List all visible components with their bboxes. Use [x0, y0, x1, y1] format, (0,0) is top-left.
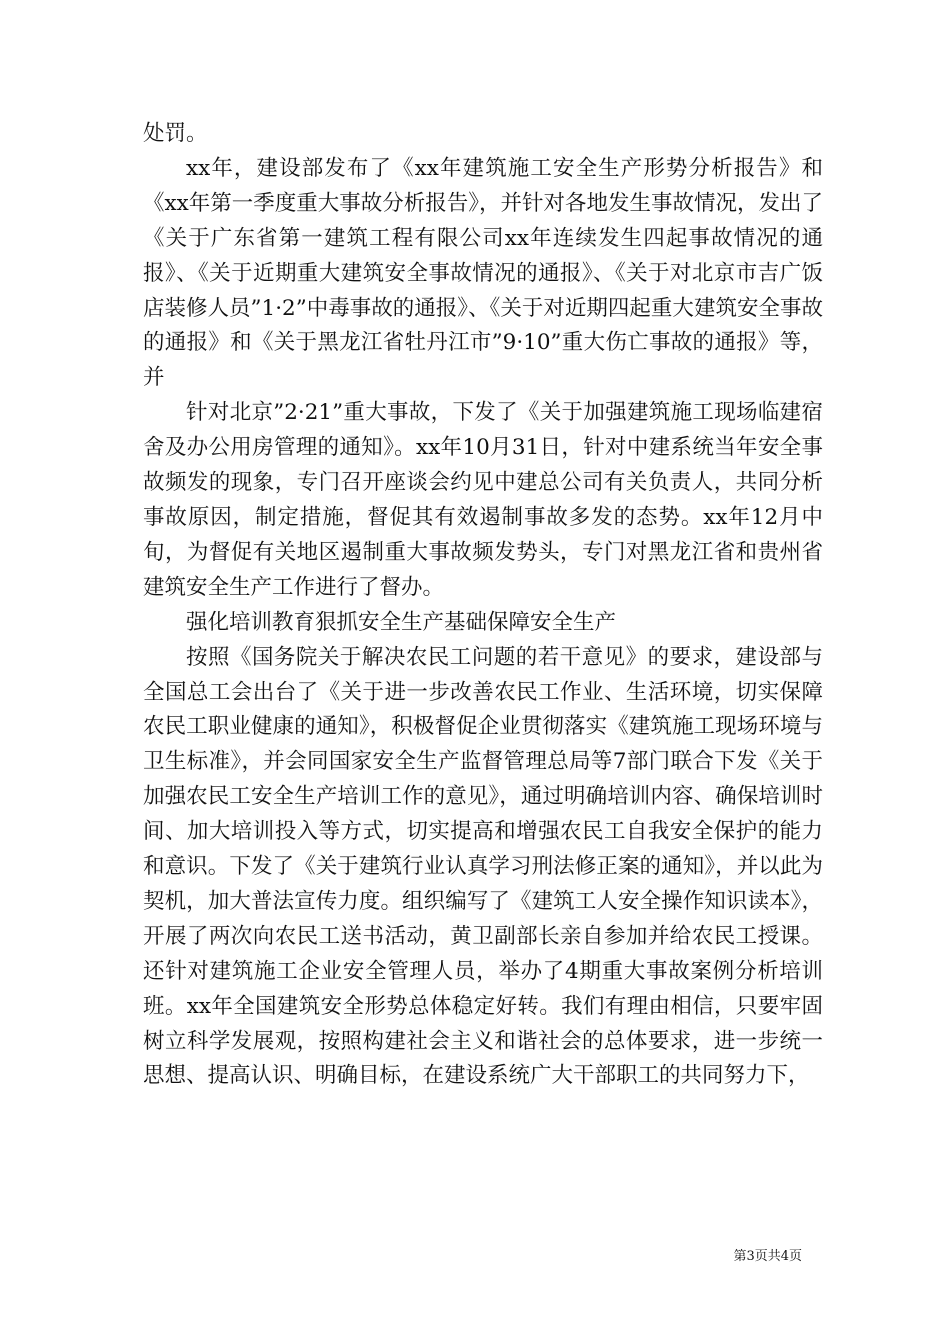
paragraph-continuation: 处罚。 — [143, 121, 208, 146]
paragraph-beijing-accident: 针对北京”2·21”重大事故，下发了《关于加强建筑施工现场临建宿舍及办公用房管理的通知》。xx年10月31日，针对中建系统当年安全事故频发的现象，专门召开座谈会约见中建总公司有关负责人，共同分析事故原因，制定措施，督促其有效遏制事故多发的态势。xx年12月中旬，为督促有关地区遏制重大事故频发势头，专门对黑龙江省和贵州省建筑安全生产工作进行了督办。 — [143, 400, 823, 600]
section-heading-training: 强化培训教育狠抓安全生产基础保障安全生产 — [186, 609, 617, 635]
page-number-footer: 第3页共4页 — [733, 1249, 802, 1264]
paragraph-migrant-workers: 按照《国务院关于解决农民工问题的若干意见》的要求，建设部与全国总工会出台了《关于进一步改善农民工作业、生活环境，切实保障农民工职业健康的通知》，积极督促企业贯彻落实《建筑施工现场环境与卫生标准》，并会同国家安全生产监督管理总局等7部门联合下发《关于加强农民工安全生产培训工作的意见》，通过明确培训内容、确保培训时间、加大培训投入等方式，切实提高和增强农民工自我安全保护的能力和意识。下发了《关于建筑行业认真学习刑法修正案的通知》，并以此为契机，加大普法宣传力度。组织编写了《建筑工人安全操作知识读本》，开展了两次向农民工送书活动，黄卫副部长亲自参加并给农民工授课。还针对建筑施工企业安全管理人员，举办了4期重大事故案例分析培训班。xx年全国建筑安全形势总体稳定好转。我们有理由相信，只要牢固树立科学发展观，按照构建社会主义和谐社会的总体要求，进一步统一思想、提高认识、明确目标，在建设系统广大干部职工的共同努力下， — [143, 644, 823, 1089]
document-body — [143, 117, 823, 1094]
paragraph-report-release: xx年，建设部发布了《xx年建筑施工安全生产形势分析报告》和《xx年第一季度重大事故分析报告》，并针对各地发生事故情况，发出了《关于广东省第一建筑工程有限公司xx年连续发生四起事故情况的通报》、《关于近期重大建筑安全事故情况的通报》、《关于对北京市吉广饭店装修人员”1·2”中毒事故的通报》、《关于对近期四起重大建筑安全事故的通报》和《关于黑龙江省牡丹江市”9·10”重大伤亡事故的通报》等，并 — [143, 155, 824, 391]
